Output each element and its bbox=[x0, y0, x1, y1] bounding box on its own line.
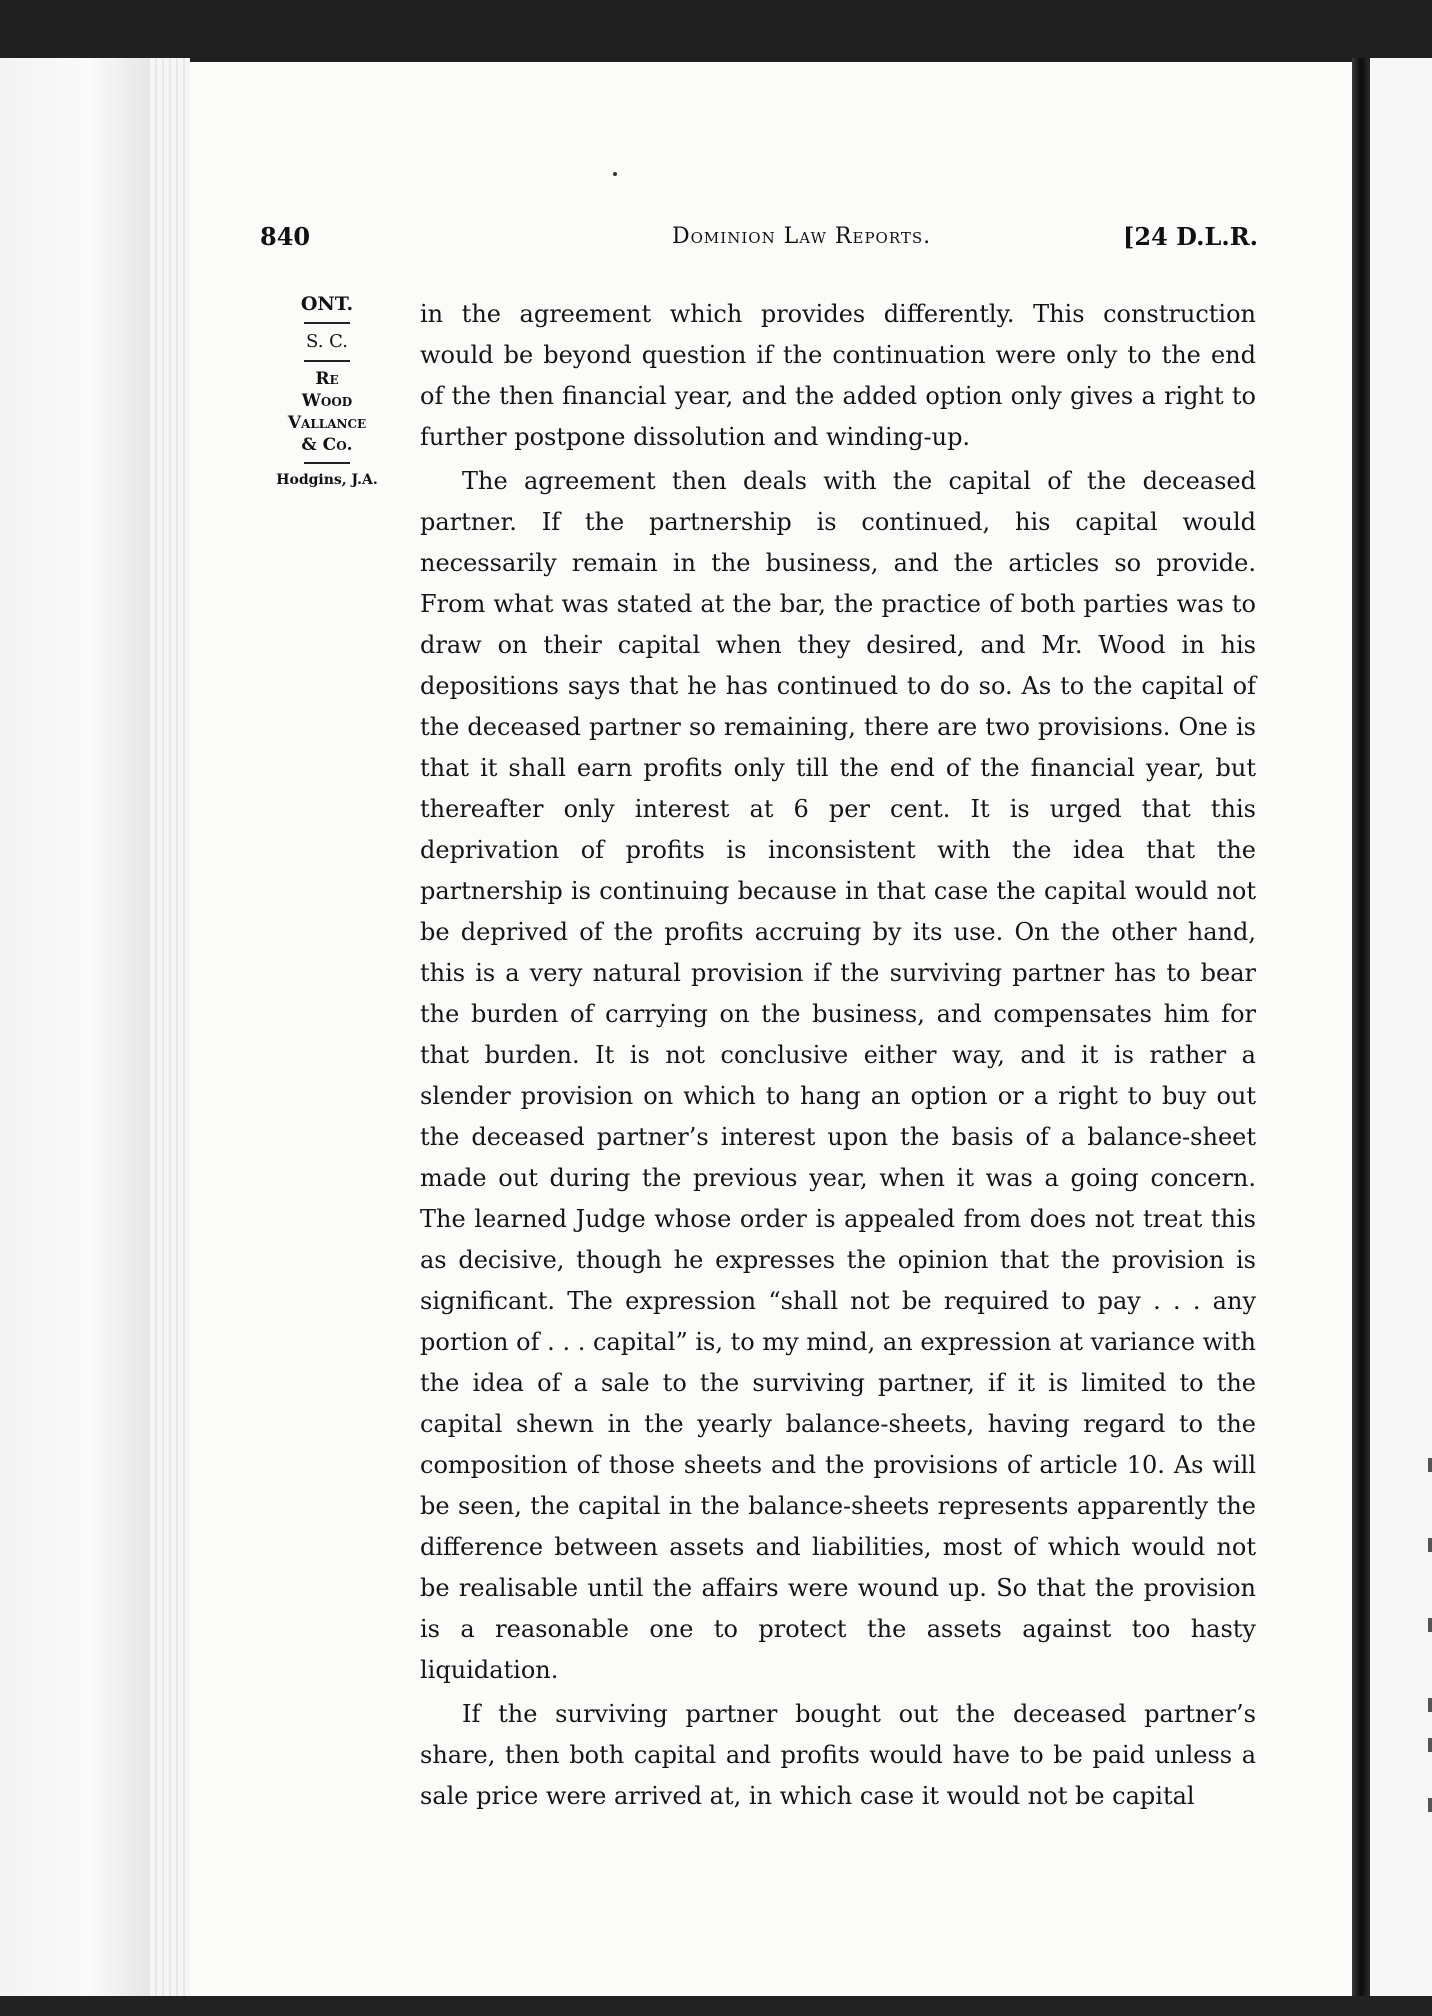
scan-speck bbox=[613, 172, 617, 176]
case-name-line: & Co. bbox=[301, 435, 353, 455]
next-page-edge bbox=[1370, 58, 1432, 1998]
next-page-text-fragment bbox=[1428, 1738, 1432, 1752]
scan-top-border bbox=[0, 0, 1432, 58]
judge-label: Hodgins, J.A. bbox=[276, 472, 378, 488]
facing-page-edge bbox=[0, 58, 150, 1998]
case-name-line: Re bbox=[315, 369, 339, 389]
running-title: Dominion Law Reports. bbox=[672, 224, 932, 249]
paragraph: If the surviving partner bought out the deceased partner’s share, then both capital and profits would have to be paid unless a sale price were arrived at, in which case it would not be capital bbox=[420, 1700, 1256, 1810]
volume-reference: [24 D.L.R. bbox=[1123, 222, 1258, 251]
case-name-line: Vallance bbox=[287, 413, 367, 433]
paragraph-continuation: in the agreement which provides differently. This construction would be beyond question if the continuation were only to the end of the then financial year, and the added option only gives a right to further postpone dissolution and winding-up. bbox=[420, 300, 1256, 451]
scan-bottom-border bbox=[0, 1996, 1432, 2016]
judgment-text bbox=[420, 294, 1256, 1817]
next-page-text-fragment bbox=[1428, 1798, 1432, 1812]
book-gutter bbox=[1352, 58, 1370, 2008]
jurisdiction-label: ONT. bbox=[300, 293, 354, 315]
case-name-line: Wood bbox=[301, 391, 353, 411]
page-stack-edges bbox=[150, 58, 190, 1998]
margin-divider bbox=[304, 322, 350, 324]
margin-divider bbox=[304, 360, 350, 362]
next-page-text-fragment bbox=[1428, 1618, 1432, 1632]
next-page-text-fragment bbox=[1428, 1698, 1432, 1712]
margin-divider bbox=[304, 462, 350, 464]
margin-notes bbox=[262, 292, 392, 490]
next-page-text-fragment bbox=[1428, 1458, 1432, 1472]
page-number: 840 bbox=[260, 222, 311, 251]
court-label: S. C. bbox=[306, 331, 348, 352]
paragraph: The agreement then deals with the capital of the deceased partner. If the partnership is continued, his capital would necessarily remain in the business, and the articles so provide. From what was stated at the bar, the practice of both parties was to draw on their capital when they desired, and Mr. Wood in his depositions says that he has continued to do so. As to the capital of the deceased partner so remaining, there are two provisions. One is that it shall earn profits only till the end of the financial year, but thereafter only interest at 6 per cent. It is urged that this deprivation of profits is inconsistent with the idea that the partnership is continuing because in that case the capital would not be deprived of the profits accruing by its use. On the other hand, this is a very natural provision if the surviving partner has to bear the burden of carrying on the business, and compensates him for that burden. It is not conclusive either way, and it is rather a slender provision on which to hang an option or a right to buy out the deceased partner’s interest upon the basis of a balance-sheet made out during the previous year, when it was a going concern. The learned Judge whose order is appealed from does not treat this as decisive, though he expresses the opinion that the provision is significant. The expression “shall not be required to pay . . . any portion of . . . capital” is, to my mind, an expression at variance with the idea of a sale to the surviving partner, if it is limited to the capital shewn in the yearly balance-sheets, having regard to the composition of those sheets and the provisions of article 10. As will be seen, the capital in the balance-sheets represents apparently the difference between assets and liabilities, most of which would not be realisable until the affairs were wound up. So that the provision is a reasonable one to protect the assets against too hasty liquidation. bbox=[420, 467, 1256, 1684]
page-header bbox=[0, 222, 1432, 258]
next-page-text-fragment bbox=[1428, 1538, 1432, 1552]
